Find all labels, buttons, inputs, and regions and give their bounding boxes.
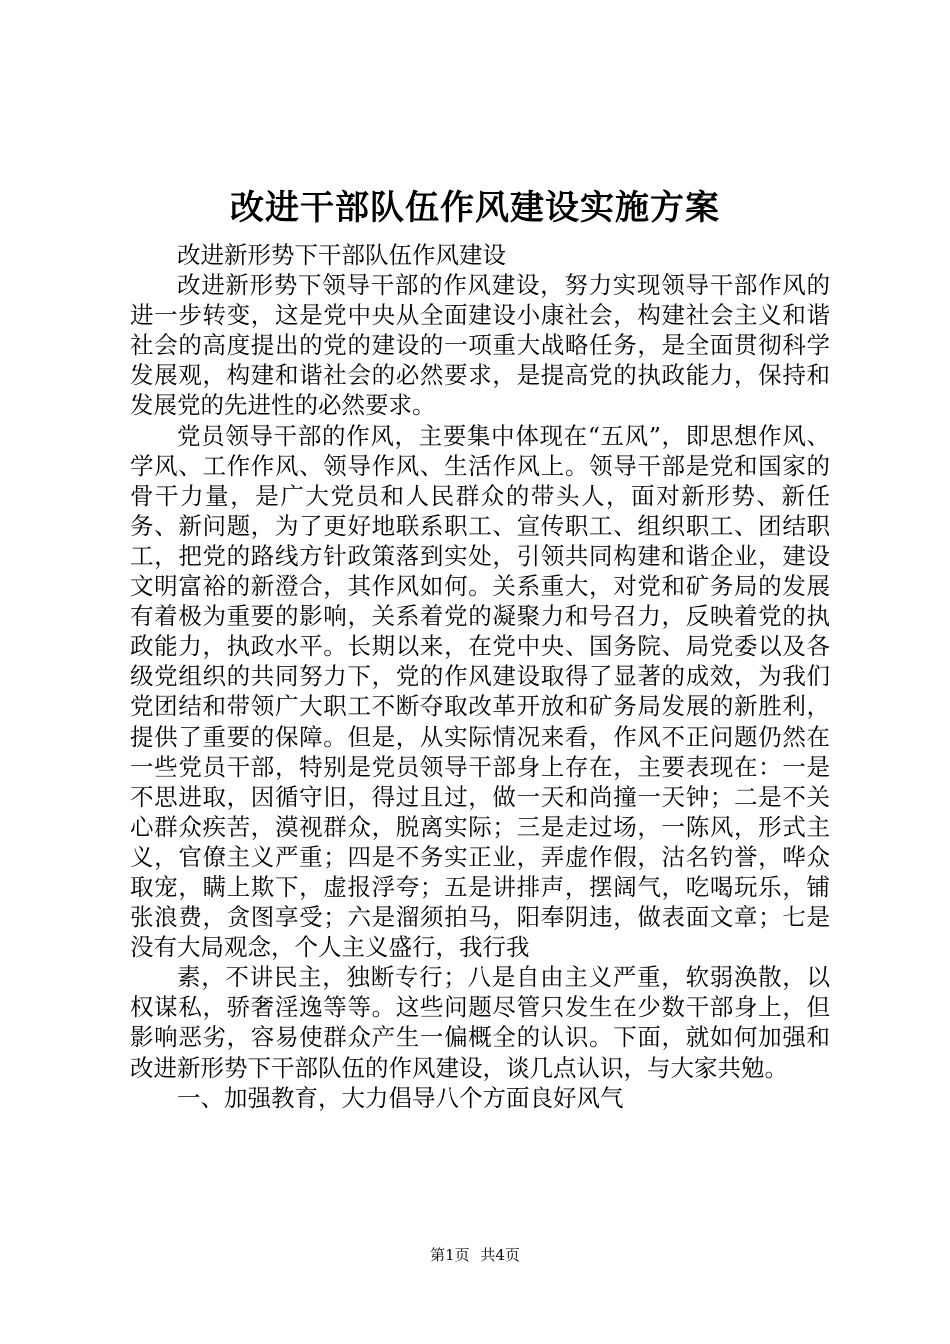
paragraph-subtitle: 改进新形势下干部队伍作风建设 xyxy=(177,241,506,269)
page-number: 第1页 xyxy=(430,1246,470,1264)
paragraph: 素，不讲民主，独断专行；八是自由主义严重，软弱涣散，以权谋私，骄奢淫逸等等。这些问题尽管只发生在少数干部身上，但影响恶劣，容易使群众产生一偏概全的认识。下面，就如何加强和改进新形势下干部队伍的作风建设，谈几点认识，与大家共勉。 xyxy=(130,963,830,1082)
paragraph: 党员领导干部的作风，主要集中体现在“五风”，即思想作风、学风、工作作风、领导作风、生活作风上。领导干部是党和国家的骨干力量，是广大党员和人民群众的带头人，面对新形势、新任务、新问题，为了更好地联系职工、宣传职工、组织职工、团结职工，把党的路线方针政策落到实处，引领共同构建和谐企业，建设文明富裕的新澄合，其作风如何。关系重大，对党和矿务局的发展有着极为重要的影响，关系着党的凝聚力和号召力，反映着党的执政能力，执政水平。长期以来，在党中央、国务院、局党委以及各级党组织的共同努力下，党的作风建设取得了显著的成效，为我们党团结和带领广大职工不断夺取改革开放和矿务局发展的新胜利，提供了重要的保障。但是，从实际情况来看，作风不正问题仍然在一些党员干部，特别是党员领导干部身上存在，主要表现在：一是不思进取，因循守旧，得过且过，做一天和尚撞一天钟；二是不关心群众疾苦，漠视群众，脱离实际；三是走过场，一陈风，形式主义，官僚主义严重；四是不务实正业，弄虚作假，沽名钓誉，哗众取宠，瞒上欺下，虚报浮夸；五是讲排声，摆阔气，吃喝玩乐，铺张浪费，贪图享受；六是溜须拍马，阳奉阴违，做表面文章；七是没有大局观念，个人主义盛行，我行我 xyxy=(130,421,830,962)
document-title: 改进干部队伍作风建设实施方案 xyxy=(230,188,720,228)
page-total: 共4页 xyxy=(480,1246,520,1264)
paragraph: 改进新形势下领导干部的作风建设，努力实现领导干部作风的进一步转变，这是党中央从全面建设小康社会，构建社会主义和谐社会的高度提出的党的建设的一项重大战略任务，是全面贯彻科学发展观，构建和谐社会的必然要求，是提高党的执政能力，保持和发展党的先进性的必然要求。 xyxy=(130,271,830,420)
section-heading: 一、加强教育，大力倡导八个方面良好风气 xyxy=(177,1083,624,1112)
page-footer xyxy=(0,1245,950,1265)
document-body xyxy=(130,240,830,1113)
